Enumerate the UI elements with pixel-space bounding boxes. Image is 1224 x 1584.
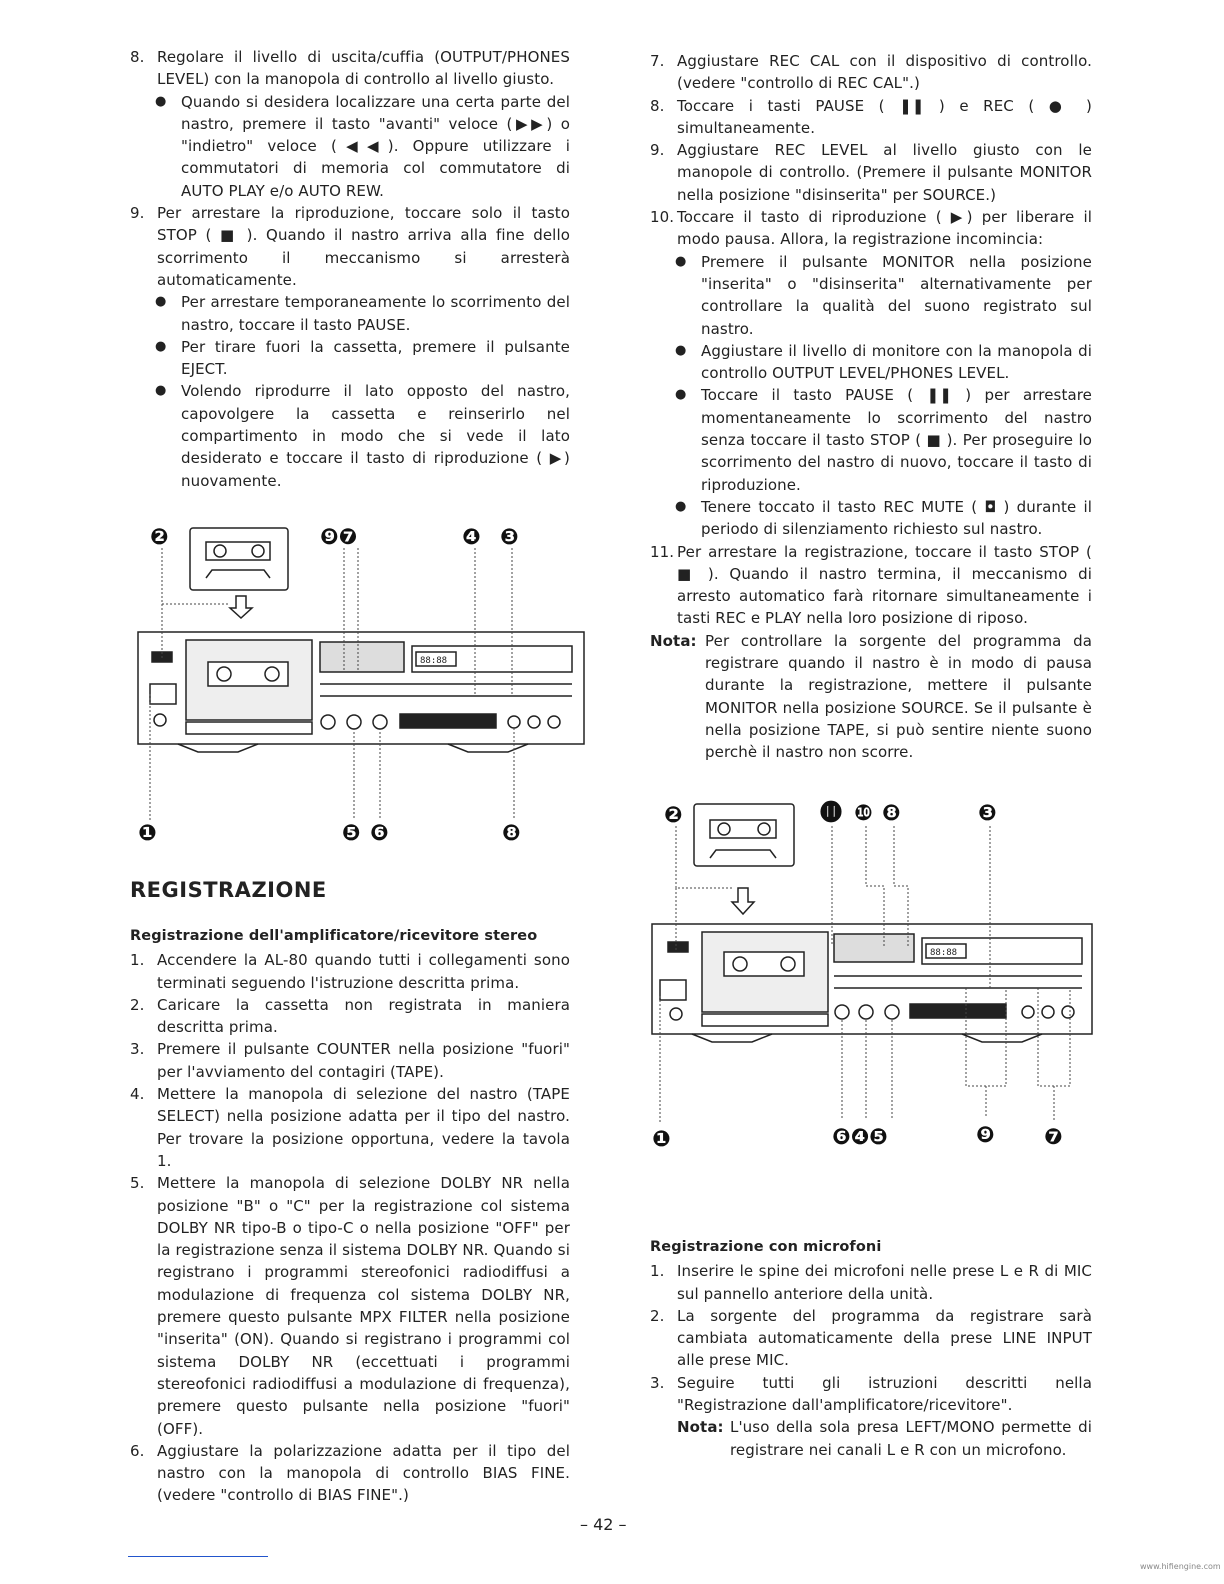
bullet-icon: ● <box>155 294 167 310</box>
item-text: Aggiustare REC LEVEL al livello giusto con le manopole di controllo. (Premere il pulsante MONITOR nella posizione "disinserita" per SOURCE.) <box>677 141 1092 204</box>
item-text: Volendo riprodurre il lato opposto del nastro, capovolgere la cassetta e reinserirlo nel compartimento in modo che si vede il lato desiderato e toccare il tasto di riproduzione ( ▶) nuovamente. <box>181 382 570 490</box>
item-text: Per tirare fuori la cassetta, premere il pulsante EJECT. <box>181 337 570 379</box>
cassette-icon <box>190 528 288 590</box>
note-label: Nota: <box>677 1418 724 1437</box>
note-text: Per controllare la sorgente del programma da registrare quando il nastro è in modo di pausa durante la registrazione, mettere il pulsante MONITOR nella posizione SOURCE. Se il pulsante è nella posizione TAPE, si può sentire niente suono perchè il nastro non scorre. <box>705 631 1092 762</box>
callout-label: ❹ <box>462 525 481 550</box>
callout-label: ❾❼ <box>320 525 358 550</box>
item-text: Quando si desidera localizzare una certa parte del nastro, premere il tasto "avanti" veloce (▶▶) o "indietro" veloce (◀◀). Oppure utilizzare i commutatori di memoria col commutatore di AUTO PLAY e/o AUTO REW. <box>181 92 570 200</box>
item-number: 8. <box>650 96 665 115</box>
item-text: La sorgente del programma da registrare sarà cambiata automaticamente della prese LINE INPUT alle prese MIC. <box>677 1306 1092 1370</box>
item-number: 1. <box>130 951 145 970</box>
list-item <box>130 380 570 491</box>
item-text: Toccare i tasti PAUSE ( ❚❚ ) e REC ( ● ) simultaneamente. <box>677 96 1092 137</box>
callout-label: ❸ <box>978 801 997 826</box>
left-column-top <box>130 46 570 492</box>
item-number: 4. <box>130 1085 145 1104</box>
list-item <box>130 336 570 381</box>
callout-label: ❷ <box>150 525 169 550</box>
deck-body <box>652 924 1092 1042</box>
item-number: 9. <box>130 204 145 223</box>
list-item <box>130 1172 570 1440</box>
callout-label: ⓫ <box>820 801 843 826</box>
right-column-bottom <box>650 1236 1092 1461</box>
deck-diagram-2 <box>646 796 1106 1156</box>
left-column-bottom <box>130 925 570 1507</box>
item-text: Mettere la manopola di selezione DOLBY NR nella posizione "B" o "C" per la registrazione col sistema DOLBY NR tipo-B o tipo-C o nella posizione "OFF" per la registrazione senza il sistema DOLBY NR. Quando si registrano i programmi stereofonici radiodiffusi a modulazione di frequenza col sistema DOLBY NR, premere questo pulsante MPX FILTER nella posizione "inserita" (ON). Quando si registrano i programmi col sistema DOLBY NR (eccettuati i programmi stereofonici radiodiffusi a modulazione di frequenza), premere questo pulsante nella posizione "fuori" (OFF). <box>157 1174 570 1438</box>
list-item <box>130 291 570 336</box>
callout-label: ❶ <box>138 821 157 846</box>
item-text: Accendere la AL-80 quando tutti i collegamenti sono terminati seguendo l'istruzione descritta prima. <box>157 951 570 992</box>
item-number: 2. <box>130 995 145 1014</box>
list-item <box>650 496 1092 541</box>
list-item <box>130 994 570 1039</box>
item-number: 3. <box>130 1040 145 1059</box>
callout-label: ❸ <box>500 525 519 550</box>
item-text: Regolare il livello di uscita/cuffia (OUTPUT/PHONES LEVEL) con la manopola di controllo al livello giusto. <box>157 48 570 89</box>
counter-display: 88:88 <box>930 948 958 958</box>
callout-label: ❻ <box>370 821 389 846</box>
list-item <box>130 202 570 291</box>
callout-label: ❺ <box>342 821 361 846</box>
bullet-icon: ● <box>675 498 687 514</box>
footer-divider <box>128 1556 268 1557</box>
item-text: Caricare la cassetta non registrata in maniera descritta prima. <box>157 995 570 1037</box>
list-item <box>130 949 570 994</box>
item-number: 10. <box>650 208 675 227</box>
subsection-title: Registrazione dell'amplificatore/ricevitore stereo <box>130 928 538 944</box>
item-number: 8. <box>130 48 145 66</box>
list-item <box>650 251 1092 340</box>
item-number: 2. <box>650 1306 665 1325</box>
section-title: REGISTRAZIONE <box>130 878 327 902</box>
bullet-icon: ● <box>155 383 167 399</box>
note-text: L'uso della sola presa LEFT/MONO permette di registrare nei canali L e R con un microfono. <box>730 1418 1092 1459</box>
callout-label: ❿ <box>854 801 873 826</box>
item-text: Aggiustare REC CAL con il dispositivo di controllo. (vedere "controllo di REC CAL".) <box>677 52 1092 93</box>
list-item <box>650 206 1092 251</box>
bullet-icon: ● <box>155 93 167 109</box>
list-item <box>650 340 1092 385</box>
item-number: 7. <box>650 52 665 70</box>
callout-label: ❽ <box>502 821 521 846</box>
list-item <box>650 1305 1092 1372</box>
item-text: Per arrestare temporaneamente lo scorrimento del nastro, toccare il tasto PAUSE. <box>181 293 570 334</box>
item-text: Inserire le spine dei microfoni nelle prese L e R di MIC sul pannello anteriore della unità. <box>677 1262 1092 1303</box>
callout-label: ❽ <box>882 801 901 826</box>
bullet-icon: ● <box>675 253 687 269</box>
item-number: 11. <box>650 542 675 561</box>
deck-diagram-1 <box>128 520 598 850</box>
list-item <box>130 1083 570 1172</box>
list-item <box>650 1372 1092 1417</box>
item-text: Premere il pulsante COUNTER nella posizione "fuori" per l'avviamento del contagiri (TAPE). <box>157 1040 570 1081</box>
subsection-title: Registrazione con microfoni <box>650 1239 882 1255</box>
list-item <box>650 95 1092 140</box>
callout-label: ❾ <box>976 1123 995 1148</box>
item-text: Tenere toccato il tasto REC MUTE ( ◘ ) durante il periodo di silenziamento richiesto sul nastro. <box>701 497 1092 539</box>
list-item <box>130 1440 570 1507</box>
list-item <box>130 46 570 91</box>
watermark: www.hifiengine.com <box>1140 1562 1221 1571</box>
counter-display: 88:88 <box>420 656 448 666</box>
item-text: Toccare il tasto di riproduzione ( ▶) per liberare il modo pausa. Allora, la registrazione incomincia: <box>677 208 1092 249</box>
bullet-icon: ● <box>155 338 167 354</box>
item-number: 1. <box>650 1262 665 1281</box>
callout-label: ❶ <box>652 1127 671 1152</box>
item-text: Aggiustare la polarizzazione adatta per il tipo del nastro con la manopola di controllo BIAS FINE. (vedere "controllo di BIAS FINE".) <box>157 1441 570 1505</box>
item-text: Mettere la manopola di selezione del nastro (TAPE SELECT) nella posizione adatta per il tipo del nastro. Per trovare la posizione opportuna, vedere la tavola 1. <box>157 1085 570 1170</box>
item-number: 9. <box>650 141 665 160</box>
list-item <box>130 1038 570 1083</box>
item-text: Aggiustare il livello di monitore con la manopola di controllo OUTPUT LEVEL/PHONES LEVEL. <box>701 341 1092 383</box>
item-text: Per arrestare la riproduzione, toccare solo il tasto STOP ( ■ ). Quando il nastro arriva alla fine dello scorrimento il meccanismo si arresterà automaticamente. <box>157 204 570 289</box>
deck-body <box>138 632 584 752</box>
right-column-top <box>650 50 1092 764</box>
list-item <box>130 91 570 202</box>
list-item <box>650 541 1092 630</box>
note-label: Nota: <box>650 631 697 650</box>
callout-label: ❷ <box>664 803 683 828</box>
list-item <box>650 384 1092 495</box>
cassette-icon <box>694 804 794 866</box>
note <box>650 1416 1092 1461</box>
list-item <box>650 139 1092 206</box>
bullet-icon: ● <box>675 342 687 358</box>
list-item <box>650 50 1092 95</box>
item-text: Toccare il tasto PAUSE ( ❚❚ ) per arrestare momentaneamente lo scorrimento del nastro senza toccare il tasto STOP ( ■ ). Per proseguire lo scorrimento del nastro di nuovo, toccare il tasto di riproduzione. <box>701 386 1092 494</box>
item-text: Premere il pulsante MONITOR nella posizione "inserita" o "disinserita" alternativamente per controllare la qualità del suono registrato sul nastro. <box>701 252 1092 338</box>
item-number: 5. <box>130 1174 145 1193</box>
item-text: Per arrestare la registrazione, toccare il tasto STOP ( ■ ). Quando il nastro termina, il meccanismo di arresto automatico farà ritornare simultaneamente i tasti REC e PLAY nella loro posizione di riposo. <box>677 542 1092 628</box>
insert-arrow-icon <box>732 888 754 914</box>
page-number: – 42 – <box>580 1515 627 1534</box>
item-text: Seguire tutti gli istruzioni descritti nella "Registrazione dall'amplificatore/ricevitore". <box>677 1373 1092 1415</box>
item-number: 6. <box>130 1441 145 1460</box>
callout-label: ❼ <box>1044 1125 1063 1150</box>
bullet-icon: ● <box>675 387 687 403</box>
insert-arrow-icon <box>230 596 252 618</box>
note <box>650 630 1092 764</box>
list-item <box>650 1260 1092 1305</box>
item-number: 3. <box>650 1373 665 1392</box>
callout-label: ❻❹❺ <box>832 1125 888 1150</box>
